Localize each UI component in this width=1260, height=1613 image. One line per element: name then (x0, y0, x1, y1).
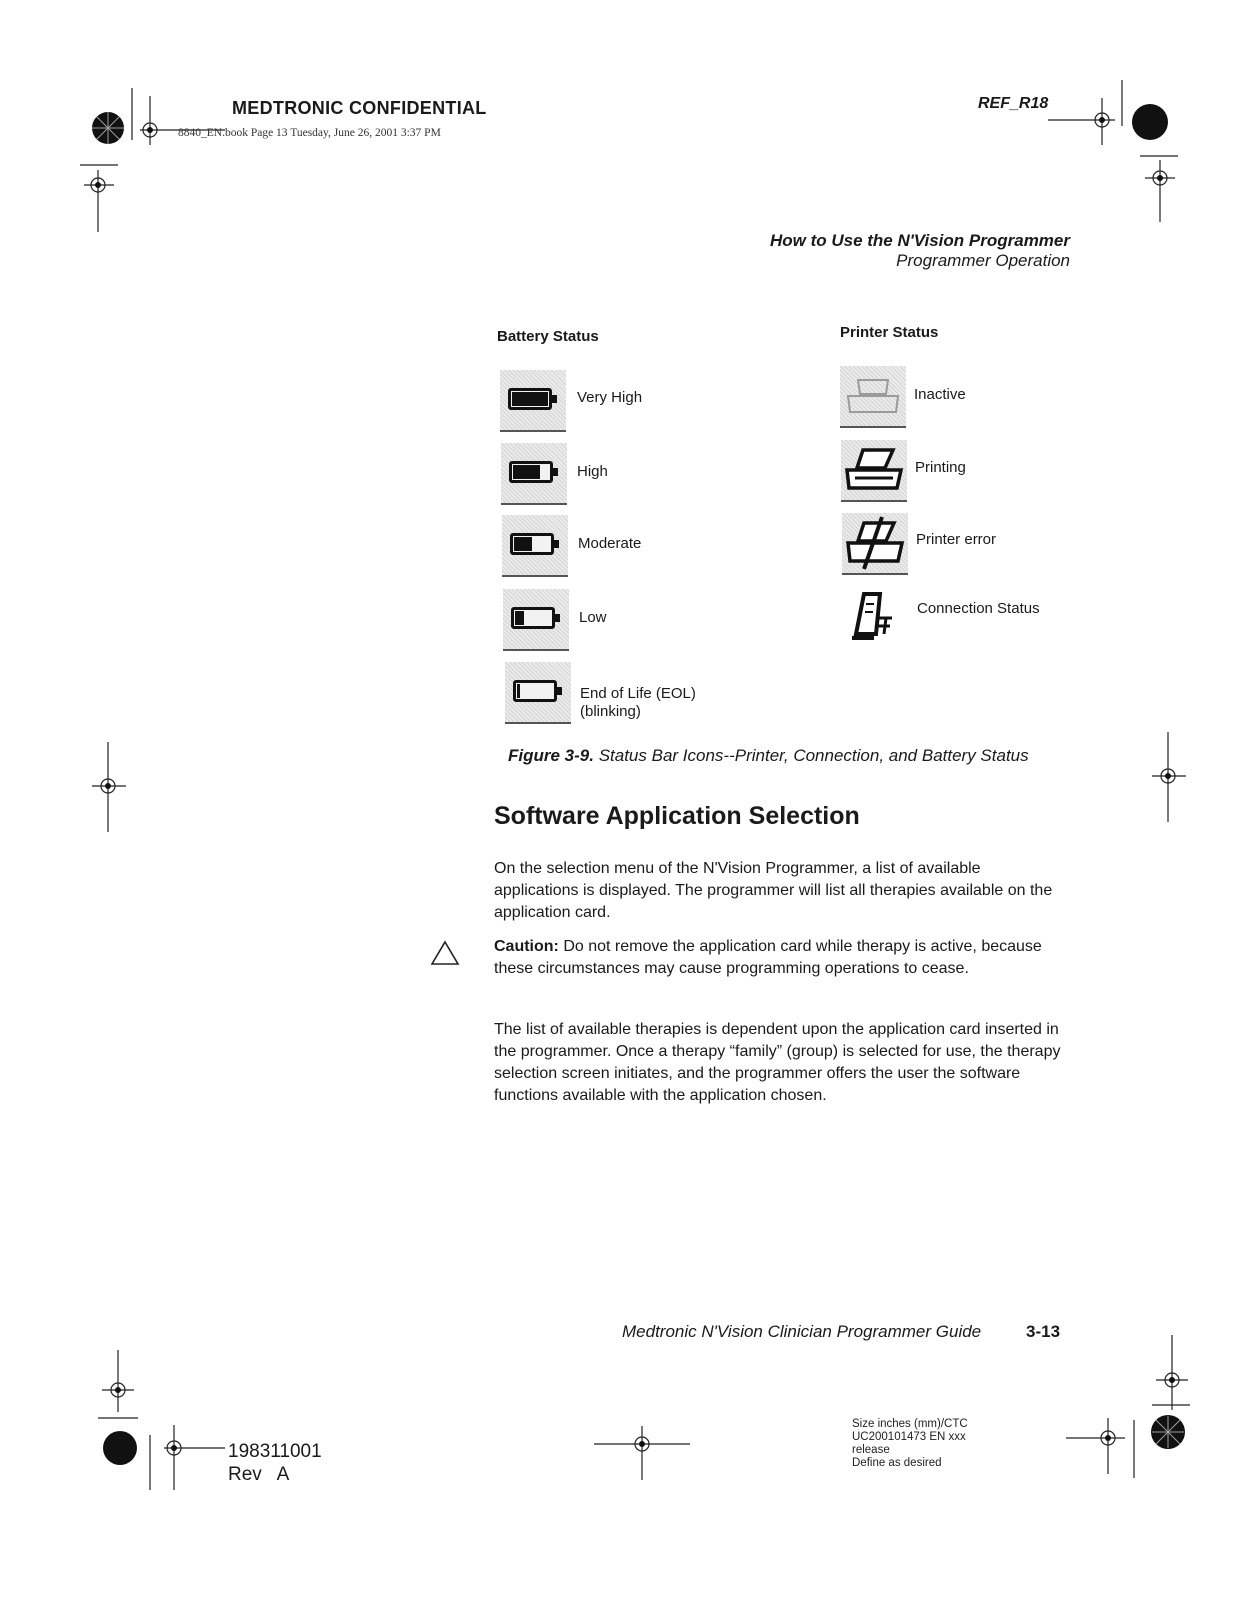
running-header-subtitle: Programmer Operation (896, 251, 1070, 270)
printer-error-icon (842, 513, 908, 575)
figure-caption-number: Figure 3-9. (508, 746, 594, 765)
document-number-block (228, 1440, 322, 1486)
running-header-title: How to Use the N'Vision Programmer (769, 231, 1070, 250)
size-info-line-2: UC200101473 EN xxx (852, 1431, 966, 1443)
document-number: 198311001 (228, 1441, 322, 1462)
battery-very-high-label: Very High (577, 389, 643, 406)
page-number: 3-13 (1026, 1322, 1061, 1341)
book-info-line: 8840_EN.book Page 13 Tuesday, June 26, 2001 3:37 PM (178, 127, 441, 139)
section-title: Software Application Selection (494, 802, 860, 830)
caution-paragraph (494, 936, 1064, 980)
battery-moderate-label: Moderate (578, 535, 642, 552)
paragraph-2: The list of available therapies is dependent upon the application card inserted in the programmer. Once a therapy “family” (group) is selected for use, the therapy selection screen initiates, and the programmer offers the user the software functions available with the application chosen. (494, 1021, 1061, 1104)
printer-printing-icon (841, 440, 907, 502)
battery-eol-icon (505, 662, 571, 724)
printer-error-label: Printer error (916, 531, 997, 548)
battery-moderate-icon (502, 515, 568, 577)
connection-status-icon (846, 590, 902, 646)
battery-status-heading: Battery Status (497, 328, 599, 345)
printer-inactive-icon (840, 366, 906, 428)
caution-text: Do not remove the application card while therapy is active, because these circumstances may cause programming operations to cease. (494, 938, 1042, 977)
size-info-line-1: Size inches (mm)/CTC (852, 1418, 968, 1430)
size-info-block (852, 1418, 968, 1470)
battery-very-high-icon (500, 370, 566, 432)
figure-caption (508, 746, 1029, 766)
paragraph-1: On the selection menu of the N'Vision Programmer, a list of available applications is displayed. The programmer will list all therapies available on the application card. (494, 860, 1053, 921)
battery-low-label: Low (579, 609, 607, 626)
size-info-line-3: release (852, 1444, 890, 1456)
confidential-label: MEDTRONIC CONFIDENTIAL (232, 98, 487, 118)
battery-eol-label-line2: (blinking) (580, 703, 641, 720)
figure-caption-text: Status Bar Icons--Printer, Connection, and Battery Status (593, 746, 1029, 765)
document-revision: Rev A (228, 1464, 290, 1485)
printer-printing-label: Printing (915, 459, 966, 476)
battery-eol-label-line1: End of Life (EOL) (580, 685, 696, 702)
caution-triangle-icon (430, 940, 460, 966)
printer-status-heading: Printer Status (840, 324, 939, 341)
printer-inactive-label: Inactive (914, 386, 966, 403)
size-info-line-4: Define as desired (852, 1457, 942, 1469)
ref-code: REF_R18 (978, 95, 1049, 112)
battery-eol-label (580, 685, 696, 721)
battery-high-icon (501, 443, 567, 505)
footer-guide-title: Medtronic N'Vision Clinician Programmer Guide (622, 1322, 982, 1341)
connection-status-label: Connection Status (917, 600, 1040, 617)
battery-low-icon (503, 589, 569, 651)
battery-high-label: High (577, 463, 608, 480)
caution-label: Caution: (494, 938, 559, 955)
